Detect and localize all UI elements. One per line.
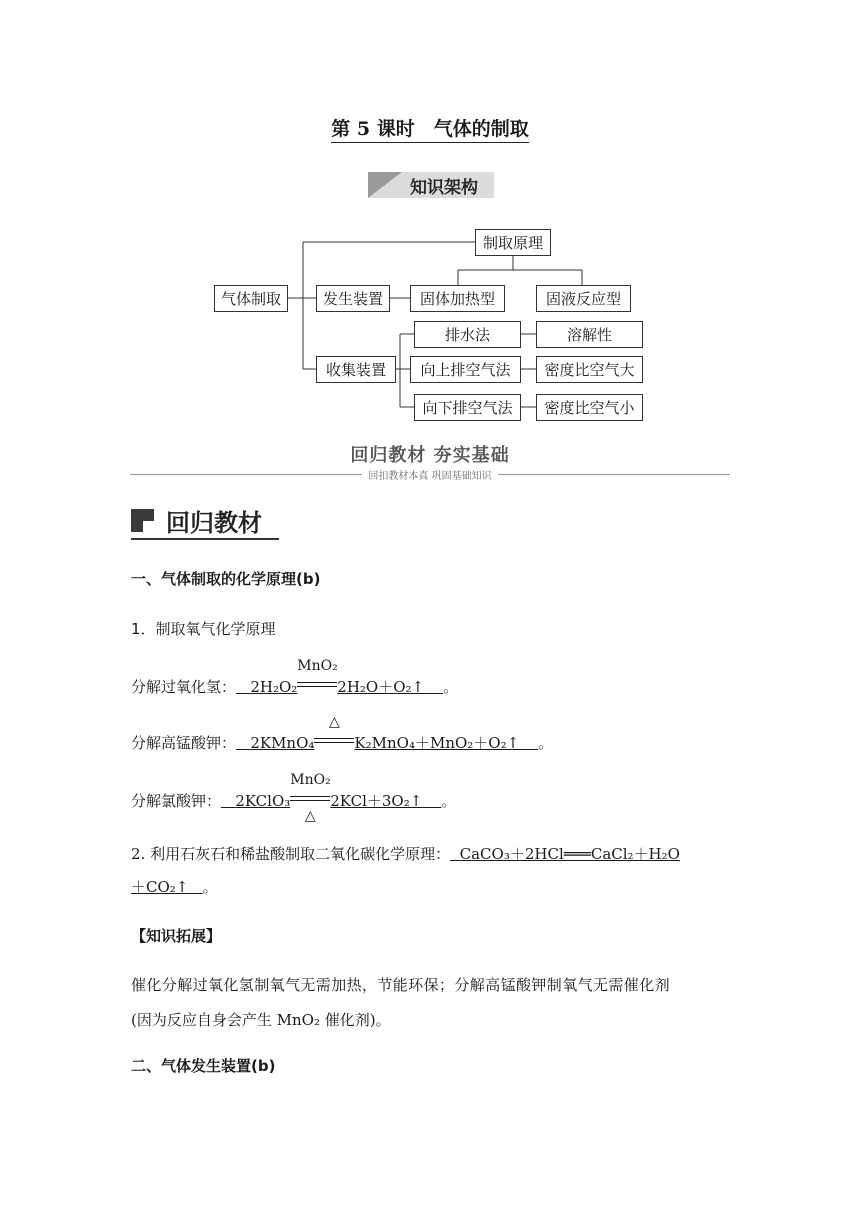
- node-collector: 收集装置: [316, 356, 396, 383]
- heading-underline: [131, 538, 279, 540]
- page-title: 第 5 课时 气体的制取: [0, 114, 860, 141]
- section-subtitle: 回扣教材本真 巩固基础知识: [0, 467, 860, 482]
- s1-item-2-cont: ＋CO₂↑ 。: [131, 878, 218, 896]
- eq-kmno4: 分解高锰酸钾： 2KMnO₄ △ K₂MnO₄＋MnO₂＋O₂↑ 。: [131, 714, 554, 752]
- s1-title: 一、气体制取的化学原理(b): [131, 570, 321, 588]
- s1-item-1: 1．制取氧气化学原理: [131, 620, 276, 638]
- node-principle: 制取原理: [475, 229, 551, 256]
- ext-title: 【知识拓展】: [131, 927, 222, 945]
- eq-h2o2: 分解过氧化氢： 2H₂O₂ MnO₂ 2H₂O＋O₂↑ 。: [131, 658, 459, 696]
- node-solid-liquid: 固液反应型: [536, 285, 631, 312]
- section-banner: 回归教材 夯实基础: [350, 445, 510, 466]
- node-dense-big: 密度比空气大: [536, 356, 643, 383]
- node-solid-heat: 固体加热型: [410, 285, 505, 312]
- node-up-air: 向上排空气法: [410, 356, 521, 383]
- node-root: 气体制取: [214, 285, 288, 312]
- knowledge-banner: 知识架构: [368, 172, 494, 198]
- node-water: 排水法: [414, 321, 521, 348]
- ext-line-2: (因为反应自身会产生 MnO₂ 催化剂)。: [131, 1011, 391, 1029]
- node-down-air: 向下排空气法: [414, 394, 521, 421]
- node-dense-small: 密度比空气小: [536, 394, 643, 421]
- s1-item-2: 2. 利用石灰石和稀盐酸制取二氧化碳化学原理： CaCO₃＋2HCl═══CaCl₂＋H₂O: [131, 845, 680, 863]
- ext-line-1: 催化分解过氧化氢制氧气无需加热，节能环保；分解高锰酸钾制氧气无需催化剂: [131, 976, 671, 994]
- node-generator: 发生装置: [316, 285, 390, 312]
- node-solubility: 溶解性: [536, 321, 643, 348]
- section-heading: 回归教材: [166, 509, 262, 537]
- eq-kclo3: 分解氯酸钾： 2KClO₃ MnO₂ △ 2KCl＋3O₂↑ 。: [131, 772, 457, 824]
- s2-title: 二、气体发生装置(b): [131, 1057, 276, 1075]
